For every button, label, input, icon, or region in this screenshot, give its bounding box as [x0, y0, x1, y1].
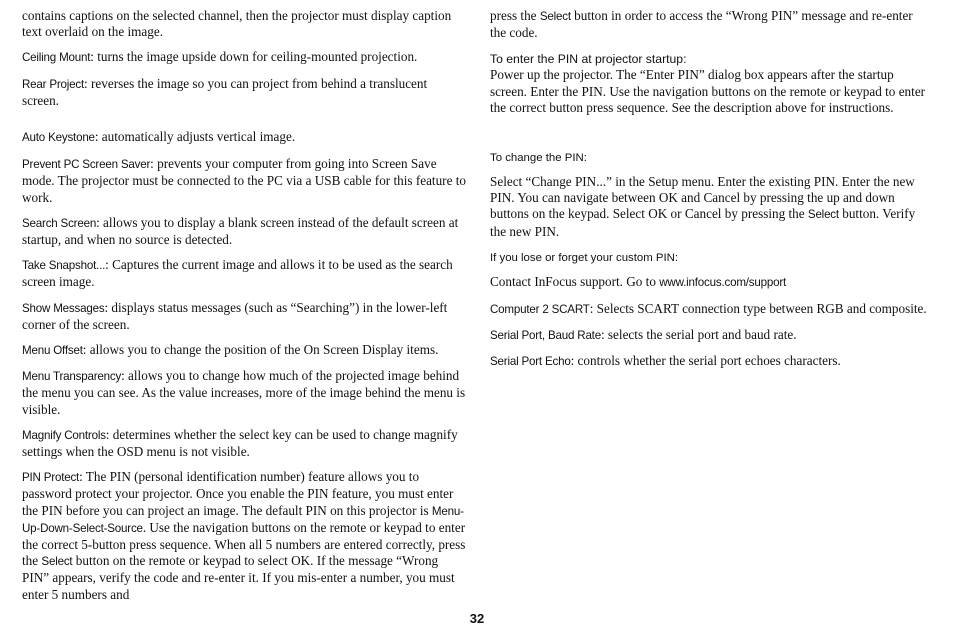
pin-protect-desc-3: button on the remote or keypad to select OK. If the message “Wrong PIN” appears, verify the code and re-enter it. If you mis-enter a number, you must enter 5 numbers and	[22, 553, 455, 602]
lost-pin-text	[490, 274, 932, 291]
auto-keystone-desc: : automatically adjusts vertical image.	[94, 129, 296, 145]
serial-port-baud-rate-desc: : selects the serial port and baud rate.	[600, 327, 797, 343]
left-column	[22, 8, 466, 612]
prevent-pc-screen-saver-item	[22, 156, 466, 206]
pin-startup-heading: To enter the PIN at projector startup:	[490, 52, 687, 67]
pin-startup-text: Power up the projector. The “Enter PIN” dialog box appears after the startup screen. Enter the PIN. Use the navigation buttons on the remote or keypad to enter the correct button press sequence. See the description above for instructions.	[490, 67, 926, 115]
change-pin-heading: To change the PIN:	[490, 152, 587, 165]
take-snapshot-item	[22, 257, 466, 290]
ceiling-mount-item	[22, 49, 466, 66]
menu-offset-term: Menu Offset	[22, 344, 83, 358]
take-snapshot-desc: : Captures the current image and allows it to be used as the search screen image.	[22, 257, 453, 290]
menu-offset-desc: : allows you to change the position of the On Screen Display items.	[82, 342, 439, 358]
auto-keystone-term: Auto Keystone	[22, 131, 95, 145]
page-number: 32	[469, 611, 485, 626]
menu-transparency-item	[22, 368, 466, 418]
select-key-label: Select	[41, 555, 73, 569]
menu-offset-item	[22, 342, 466, 359]
continuation-text-1: press the	[490, 8, 540, 23]
search-screen-term: Search Screen	[22, 216, 97, 230]
rear-project-desc: : reverses the image so you can project from behind a translucent screen.	[22, 75, 428, 108]
show-messages-term: Show Messages	[22, 301, 105, 315]
computer-2-scart-term: Computer 2 SCART	[490, 303, 590, 317]
search-screen-desc: : allows you to display a blank screen instead of the default screen at startup, and when no source is detected.	[22, 214, 459, 248]
computer-2-scart-desc: : Selects SCART connection type between RGB and composite.	[589, 301, 927, 317]
serial-port-baud-rate-item	[490, 327, 932, 344]
select-key-label: Select	[807, 208, 839, 222]
menu-transparency-term: Menu Transparency	[22, 370, 122, 384]
right-column	[490, 8, 932, 380]
support-link[interactable]: www.infocus.com/support	[659, 275, 787, 289]
computer-2-scart-item	[490, 301, 932, 318]
change-pin-text-2: button. Verify the new PIN.	[490, 206, 916, 239]
ceiling-mount-term: Ceiling Mount	[22, 51, 91, 65]
menu-transparency-desc: : allows you to change how much of the projected image behind the menu you can see. As the value increases, more of the image behind the menu is visible.	[22, 368, 466, 417]
change-pin-text-1: Select “Change PIN...” in the Setup menu. Enter the existing PIN. Enter the new PIN. You can navigate between OK and Cancel by pressing the up and down buttons on the keypad. Select OK or Cancel by pressing the	[490, 174, 915, 222]
rear-project-item	[22, 76, 466, 109]
select-key-label: Select	[539, 10, 571, 23]
rear-project-term: Rear Project	[22, 77, 85, 91]
pin-protect-desc-1: : The PIN (personal identification number) feature allows you to password protect your projector. Once you enable the PIN feature, you must enter the PIN before you can project an image. The default PIN on this projector is	[22, 469, 454, 518]
wrong-pin-continuation	[490, 8, 932, 41]
serial-port-echo-item	[490, 353, 932, 370]
serial-port-echo-term: Serial Port Echo	[490, 355, 571, 369]
show-messages-desc: : displays status messages (such as “Searching”) in the lower-left corner of the screen.	[22, 299, 448, 332]
magnify-controls-item	[22, 427, 466, 460]
magnify-controls-term: Magnify Controls	[22, 428, 106, 442]
take-snapshot-term: Take Snapshot...	[22, 259, 106, 273]
pin-protect-term: PIN Protect	[22, 471, 80, 485]
lost-pin-desc: Contact InFocus support. Go to	[490, 273, 660, 289]
change-pin-text	[490, 174, 932, 240]
ceiling-mount-desc: : turns the image upside down for ceiling-mounted projection.	[90, 49, 418, 65]
prevent-pc-screen-saver-desc: : prevents your computer from going into Screen Save mode. The projector must be connected to the PC via a USB cable for this feature to work.	[22, 156, 466, 205]
pin-protect-desc-2: . Use the navigation buttons on the remote or keypad to enter the correct 5-button press sequence. When all 5 numbers are entered correctly, press the	[22, 519, 466, 569]
auto-keystone-item	[22, 129, 466, 146]
pin-protect-item	[22, 469, 466, 603]
prevent-pc-screen-saver-term: Prevent PC Screen Saver	[22, 158, 151, 172]
show-messages-item	[22, 300, 466, 333]
default-pin-sequence: Menu-Up-Down-Select-Source	[22, 504, 464, 535]
search-screen-item	[22, 215, 466, 248]
serial-port-echo-desc: : controls whether the serial port echoes characters.	[570, 353, 841, 369]
magnify-controls-desc: : determines whether the select key can be used to change magnify settings when the OSD menu is not visible.	[22, 426, 458, 460]
serial-port-baud-rate-term: Serial Port, Baud Rate	[490, 329, 601, 343]
lost-pin-heading: If you lose or forget your custom PIN:	[490, 251, 679, 264]
intro-paragraph: contains captions on the selected channel, then the projector must display caption text overlaid on the image.	[22, 8, 452, 40]
continuation-text-2: button in order to access the “Wrong PIN” message and re-enter the code.	[490, 8, 913, 41]
